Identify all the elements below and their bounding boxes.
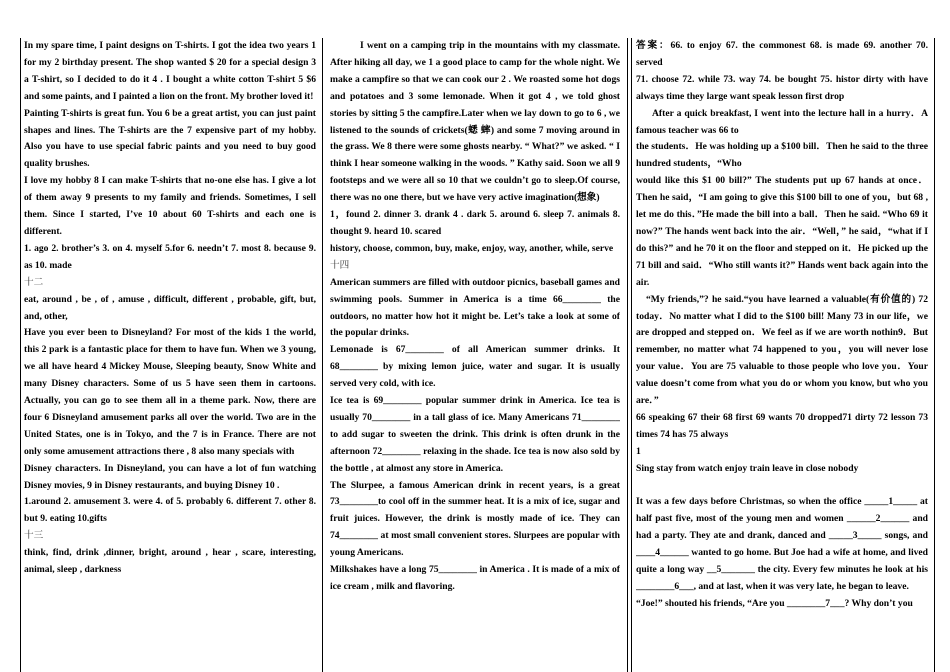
answer-key-tshirt: 1. ago 2. brother’s 3. on 4. myself 5.for 6. needn’t 7. most 8. because 9. as 10. made [24,242,316,271]
passage-disney-para2: Disney characters. In Disneyland, you can have a lot of fun watching Disney movies, 9 in Disney restaurants, and buying Disney 10 . [24,462,316,491]
top-margin [0,0,950,38]
passage-drinks-para2: Lemonade is 67________ of all American summer drinks. It 68________ by mixing lemon juice, water and sugar. It is usually served very cold, with ice. [330,344,620,390]
word-bank-drinks: history, choose, common, buy, make, enjoy, way, another, while, serve [330,242,614,254]
passage-camping: I went on a camping trip in the mountains with my classmate. After hiking all day, we 1 a good place to camp for the whole night. We make a campfire so that we can cook our 2 . We roasted some hot dogs and potatoes and 3 some lemonade. When it got 4 , we told ghost stories by sitting 5 the campfire.Later when we lay down to go to 6 , we listened to the sounds of crickets(蟋 蟀) and some 7 moving around in the grass. We 8 there were some ghosts nearby. “ What?” we asked. “ I think I hear someone walking in the woods. ” Kathy said. Soon we all 9 footsteps and we were all so 10 that we couldn’t go to sleep.Of course, there was no one there, but we have very active imagination(想象) [330,40,620,204]
column-rule-far-right [934,38,935,672]
section-heading-12: 十二 [24,276,44,288]
answer-key-drinks: 答案：66. to enjoy 67. the commonest 68. is made 69. another 70. served [636,40,928,68]
column-rule-right-a [627,38,628,672]
section-heading-13: 十三 [24,530,44,542]
column-rule-middle [322,38,323,672]
passage-bill-para1: After a quick breakfast, I went into the lecture hall in a hurry．A famous teacher was 66 to [636,107,928,136]
word-bank-christmas: Sing stay from watch enjoy train leave in close nobody [636,462,859,474]
column-middle [330,38,620,666]
answer-key-bill: 66 speaking 67 their 68 first 69 wants 70 dropped71 dirty 72 lesson 73 times 74 has 75 always [636,411,928,440]
column-left [24,38,316,666]
passage-tshirt-para1: In my spare time, I paint designs on T-shirts. I got the idea two years 1 for my 2 birthday present. The shop wanted $ 20 for a special design 3 a T-shirt, so I decided to do it 4 . I bought a white cotton T-shirt 5 $6 and some paints, and I painted a lion on the front. My brother loved it! [24,40,316,102]
passage-drinks-para3: Ice tea is 69________ popular summer drink in America. Ice tea is usually 70________ in a tall glass of ice. Many Americans 71________ to add sugar to sweeten the drink. This drink is often drunk in the afternoon 72________ relaxing in the shade. Ice tea is now also sold by the bottle , at almost any store in America. [330,395,620,474]
blank-line [636,478,928,495]
answer-key-disney: 1.around 2. amusement 3. were 4. of 5. probably 6. different 7. other 8. but 9. eating 10.gifts [24,496,316,525]
answer-key-camping: 1，found 2. dinner 3. drank 4 . dark 5. around 6. sleep 7. animals 8. thought 9. heard 10. scared [330,209,620,237]
passage-christmas-para2: “Joe!” shouted his friends, “Are you ________7___? Why don’t you [636,597,913,609]
passage-bill-para2: the students．He was holding up a $100 bill．Then he said to the three hundred students，“Who [636,141,928,170]
passage-tshirt-para2: Painting T-shirts is great fun. You 6 be a great artist, you can just paint shapes and lines. The T-shirts are the 7 expensive part of my hobby. Also you have to use special fabric paints and you need to buy good quality brushes. [24,107,316,170]
passage-bill-para3: would like this $1 00 bill?” The students put up 67 hands at once．Then he said，“I am going to give this $100 bill to one of you，but 68 , let me do this．”He made the bill into a ball．Then he said. “Who 69 it now?” The hands went back into the air．“Well，” he said，“what if I do this?” and he 70 it on the floor and stepped on it．He picked up the 71 bill and said．“Who still wants it?” Hands went back again into the air. [636,175,928,288]
word-bank-disney: eat, around , be , of , amuse , difficult, different , probable, gift, but, and, other, [24,293,316,322]
answer-key-drinks-cont: 71. choose 72. while 73. way 74. be bought 75. histor dirty with have always time they large want speak lesson first drop [636,73,928,102]
passage-drinks-para1: American summers are filled with outdoor picnics, baseball games and swimming pools. Summer in America is a time 66________ the outdoors, no matter how hot it might be. Let’s take a look at some of the popular drinks. [330,276,620,339]
section-number-1: 1 [636,445,641,457]
passage-drinks-para4: The Slurpee, a famous American drink in recent years, is a great 73________to cool off in the summer heat. It is a mix of ice, sugar and fruit juices. However, the drink is mostly made of ice. They can 74________ at most small convenient stores. Slurpees are popular with young Americans. [330,479,620,559]
passage-drinks-para5: Milkshakes have a long 75________ in America . It is made of a mix of ice cream , milk and flavoring. [330,564,620,592]
passage-christmas-para1: It was a few days before Christmas, so when the office _____1_____ at half past five, most of the young men and women ______2______ and had a party. They ate and drank, danced and _____3_____ songs, and ____4______ wanted to go home. But Joe had a wife at home, and lived quite a long way __5_______ the city. Every few minutes he look at his ________6___, and at last, when it was very late, he began to leave. [636,496,928,592]
word-bank-camping: think, find, drink ,dinner, bright, around , hear , scare, interesting, animal, sleep , darkness [24,547,316,576]
passage-bill-para4: “My friends,”? he said.“you have learned a valuable(有价值的) 72 today．No matter what I did to the $100 bill! Many 73 in our life，we are dropped and stepped on．We feel as if we are worth nothin9．But remember, no matter what 74 happened to you，you will never lose your value．You are 75 valuable to those people who love you．Your value doesn’t come from what you do or whom you know, but who you are．” [636,293,928,407]
passage-tshirt-para3: I love my hobby 8 I can make T-shirts that no-one else has. I give a lot of them away 9 presents to my family and friends. Sometimes, I sell them. Since I started, I’ve 10 about 60 T-shirts and each one is different. [24,175,316,237]
column-rule-left [20,38,21,672]
column-right [636,38,928,666]
passage-disney-para1: Have you ever been to Disneyland? For most of the kids 1 the world, this 2 park is a fantastic place for them to have fun. When we 3 young, we all have heard 4 Mickey Mouse, Sleeping beauty, Snow White and many Disney characters. Some of us 5 have seen them in cartoons. Actually, you can go to see them all in a theme park. Now, there are four 6 Disneyland amusement parks all over the world. Two are in the United States, one is in Tokyo, and the 7 is in France. There are not only some amusement attractions there , 8 also many specials with [24,327,316,457]
section-heading-14: 十四 [330,259,350,271]
column-rule-right-b [631,38,632,672]
